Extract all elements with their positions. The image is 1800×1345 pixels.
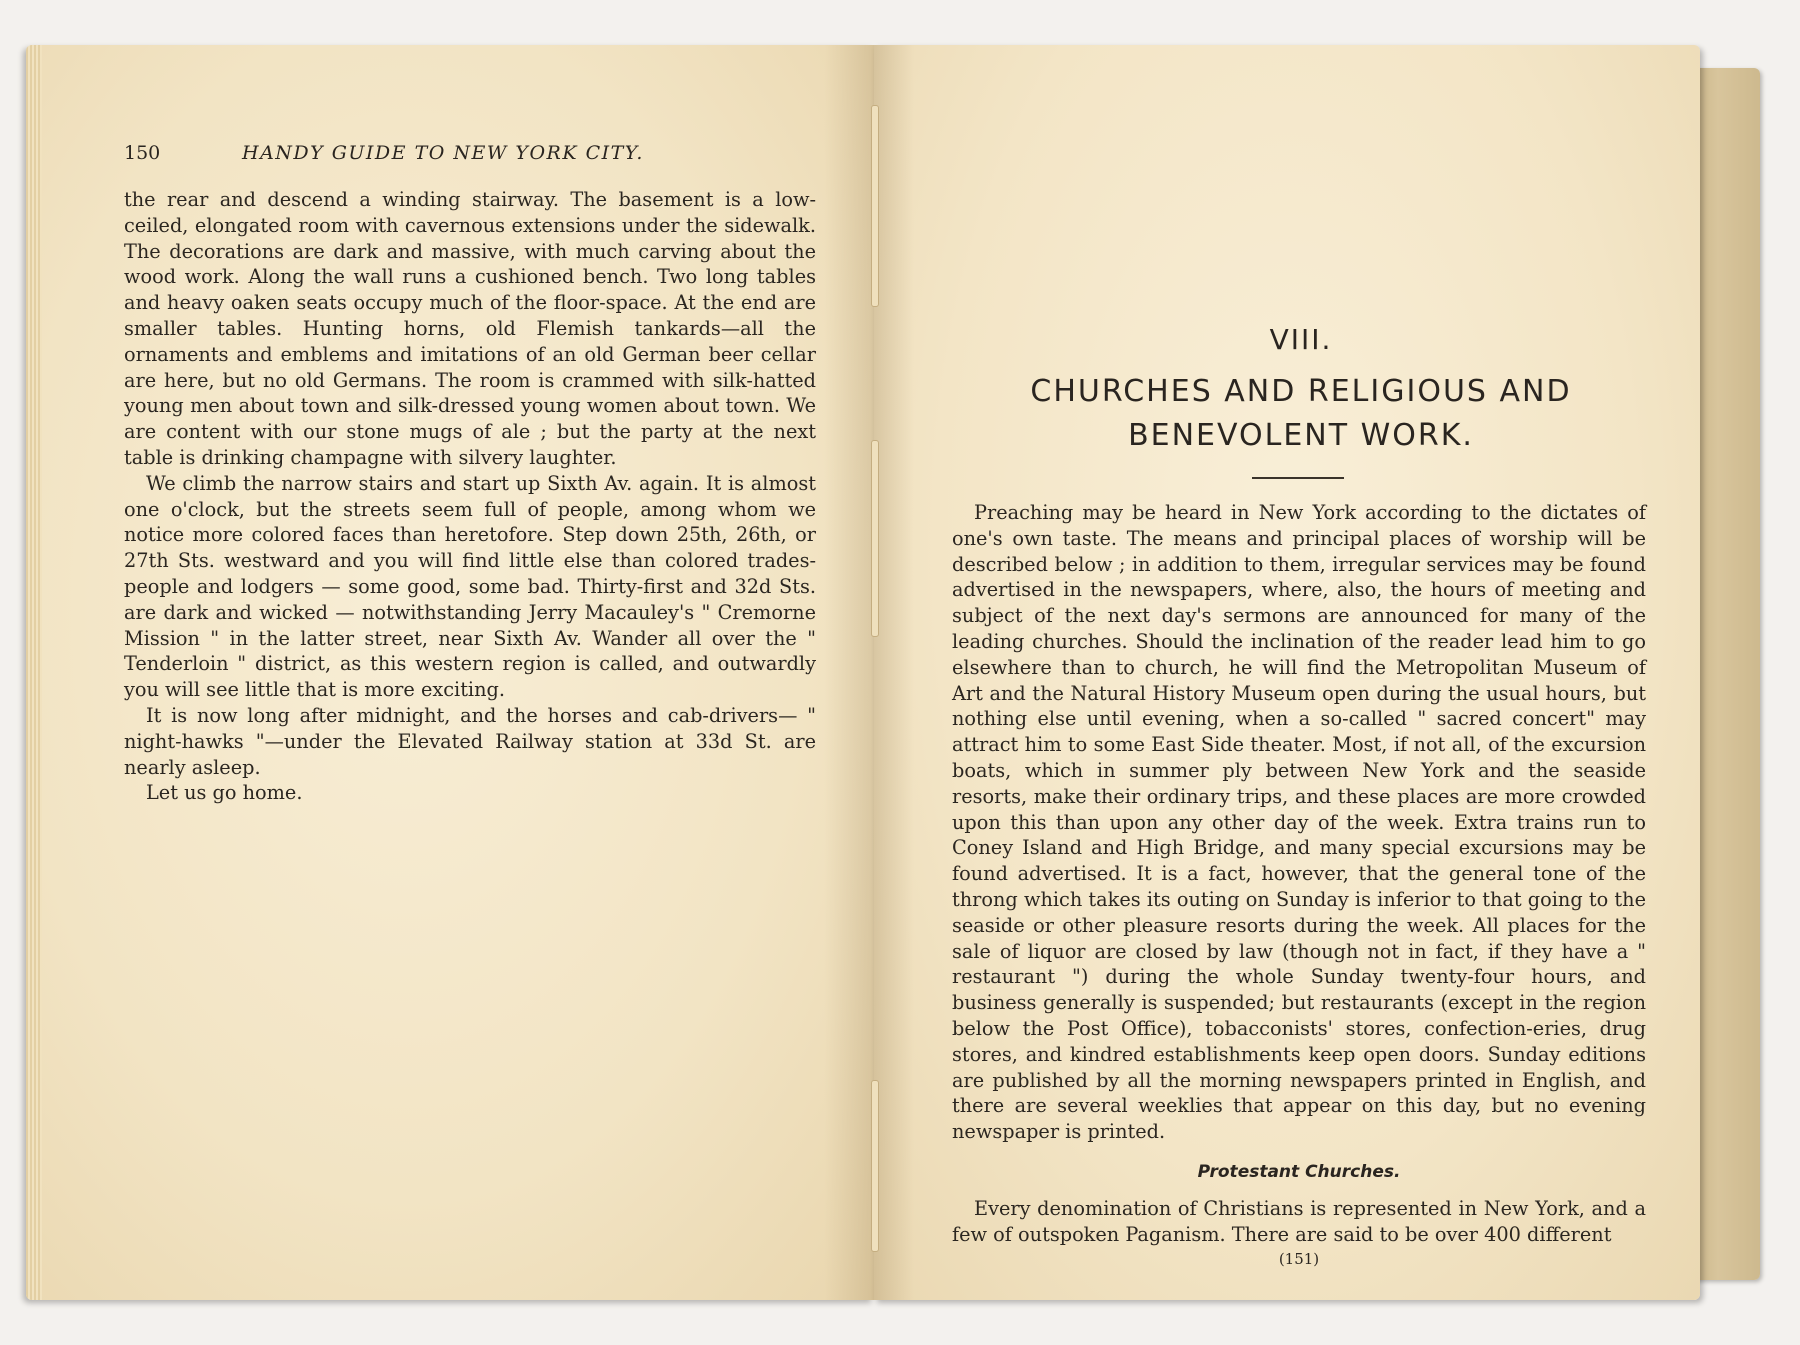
section-subheading: Protestant Churches.: [1197, 1162, 1401, 1182]
paragraph: It is now long after midnight, and the horses and cab-drivers— " night-hawks "—under the Elevated Railway station at 33d St. are nearly asleep.: [124, 703, 816, 779]
chapter-title-line: CHURCHES AND RELIGIOUS AND: [1030, 374, 1572, 409]
divider-rule: [1252, 477, 1344, 479]
binding-stitch: [871, 440, 879, 637]
paragraph: Every denomination of Christians is represented in New York, and a few of outspoken Paganism. There are said to be over 400 different: [952, 1197, 1646, 1246]
paragraph: We climb the narrow stairs and start up Sixth Av. again. It is almost one o'clock, but the streets seem full of people, among whom we notice more colored faces than heretofore. Step down 25th, 26th, or 27th Sts. westward and you will find little else than colored trades-people and lodgers — some good, some bad. Thirty-first and 32d Sts. are dark and wicked — notwithstanding Jerry Macauley's " Cremorne Mission " in the latter street, near Sixth Av. Wander all over the " Tenderloin " district, as this western region is called, and outwardly you will see little that is more exciting.: [124, 471, 816, 702]
binding-stitch: [871, 105, 879, 307]
gutter-shadow: [874, 45, 914, 1300]
running-head: [124, 142, 844, 170]
right-body-text-continued: [952, 1196, 1646, 1248]
page-folio: (151): [1278, 1250, 1320, 1268]
paragraph: Let us go home.: [146, 781, 303, 805]
right-body-text: [952, 500, 1646, 1145]
left-body-text: [124, 187, 816, 806]
running-title: HANDY GUIDE TO NEW YORK CITY.: [242, 142, 644, 164]
chapter-title-line: BENEVOLENT WORK.: [1128, 418, 1474, 453]
paragraph: the rear and descend a winding stairway. The basement is a low-ceiled, elongated room with cavernous extensions under the sidewalk. The decorations are dark and massive, with much carving about the wood work. Along the wall runs a cushioned bench. Two long tables and heavy oaken seats occupy much of the floor-space. At the end are smaller tables. Hunting horns, old Flemish tankards—all the ornaments and emblems and imitations of an old German beer cellar are here, but no old Germans. The room is crammed with silk-hatted young men about town and silk-dressed young women about town. We are content with our stone mugs of ale ; but the party at the next table is drinking champagne with silvery laughter.: [124, 188, 816, 469]
paragraph: Preaching may be heard in New York according to the dictates of one's own taste. The means and principal places of worship will be described below ; in addition to them, irregular services may be found advertised in the newspapers, where, also, the hours of meeting and subject of the next day's sermons are announced for many of the leading churches. Should the inclination of the reader lead him to go elsewhere than to church, he will find the Metropolitan Museum of Art and the Natural History Museum open during the usual hours, but nothing else until evening, when a so-called " sacred concert" may attract him to some East Side theater. Most, if not all, of the excursion boats, which in summer ply between New York and the seaside resorts, make their ordinary trips, and these places are more crowded upon this than upon any other day of the week. Extra trains run to Coney Island and High Bridge, and many special excursions may be found advertised. It is a fact, however, that the general tone of the throng which takes its outing on Sunday is inferior to that going to the seaside or other pleasure resorts during the week. All places for the sale of liquor are closed by law (though not in fact, if they have a " restaurant ") during the whole Sunday twenty-four hours, and business generally is suspended; but restaurants (except in the region below the Post Office), tobacconists' stores, confection-eries, drug stores, and kindred establishments keep open doors. Sunday editions are published by all the morning newspapers printed in English, and there are several weeklies that appear on this day, but no evening newspaper is printed.: [952, 501, 1646, 1144]
chapter-number: VIII.: [1269, 323, 1333, 356]
chapter-title: [966, 370, 1636, 458]
back-cover-edge: [1690, 68, 1760, 1280]
gutter-shadow: [824, 45, 874, 1300]
page-number: 150: [124, 142, 161, 164]
binding-stitch: [871, 1080, 879, 1252]
page-edges: [26, 45, 42, 1300]
